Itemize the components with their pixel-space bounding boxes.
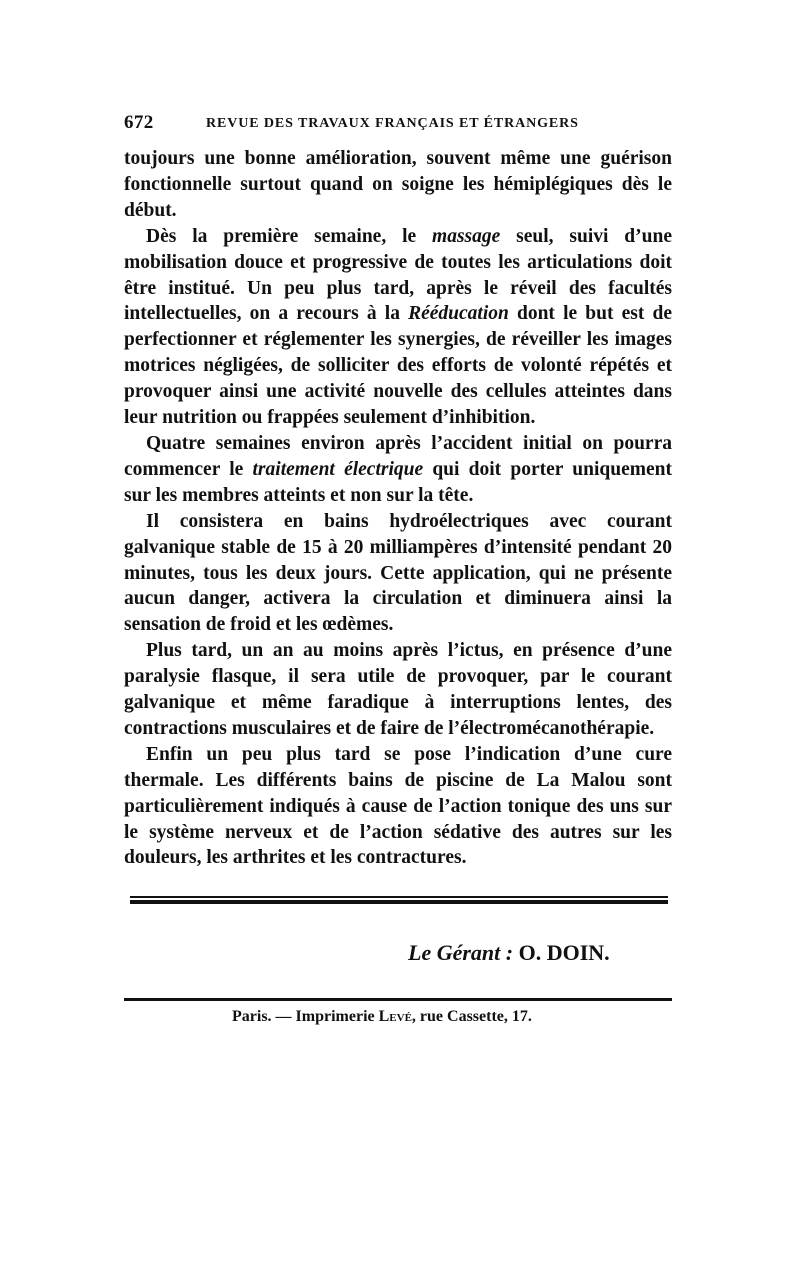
running-title: REVUE DES TRAVAUX FRANÇAIS ET ÉTRANGERS (206, 116, 579, 131)
paragraph-text: qui doit porter uniquement sur les membres atteints et non sur la tête. (124, 458, 672, 506)
imprint-line (232, 1008, 532, 1026)
paragraph-text: Il consistera en bains hydroélectriques avec courant galvanique stable de 15 à 20 milliampères d’intensité pendant 20 minutes, tous les deux jours. Cette application, qui ne présente aucun danger, activera la circulation et diminuera ainsi la sensation de froid et les œdèmes. (124, 510, 672, 636)
paragraph (124, 224, 672, 431)
signature (408, 940, 610, 966)
running-header (124, 112, 674, 138)
italic-term: traitement électrique (252, 458, 424, 480)
imprint-place: Paris. — Imprimerie (232, 1008, 379, 1025)
paragraph-text: dont le but est de perfectionner et réglementer les synergies, de réveiller les images motrices négligées, de solliciter des efforts de volonté répétés et provoquer ainsi une activité nouvelle des cellules atteintes dans leur nutrition ou frappées seulement d’inhibition. (124, 303, 672, 429)
body-text (124, 146, 672, 871)
signature-role: Le Gérant : (408, 940, 514, 965)
page-number: 672 (124, 112, 154, 133)
paragraph (124, 509, 672, 639)
italic-term: Rééducation (408, 303, 509, 325)
paragraph (124, 638, 672, 742)
paragraph (124, 431, 672, 509)
paragraph (124, 742, 672, 872)
paragraph-text: Plus tard, un an au moins après l’ictus, en présence d’une paralysie flasque, il sera utile de provoquer, par le courant galvanique et même faradique à interruptions lentes, des contractions musculaires et de faire de l’électromécanothérapie. (124, 640, 672, 739)
paragraph-text: Dès la première semaine, le (146, 225, 433, 247)
paragraph-text: toujours une bonne amélioration, souvent même une guérison fonctionnelle surtout quand on soigne les hémiplégiques dès le début. (124, 148, 672, 221)
imprint-printer: Levé (378, 1008, 412, 1025)
double-rule-divider (130, 896, 668, 904)
paragraph (124, 146, 672, 224)
signature-name: O. DOIN. (518, 940, 610, 965)
rule-divider (124, 998, 672, 1001)
paragraph-text: Enfin un peu plus tard se pose l’indication d’une cure thermale. Les différents bains de piscine de La Malou sont particulièrement indiqués à cause de l’action tonique des uns sur le système nerveux et de l’action sédative des autres sur les douleurs, les arthrites et les contractures. (124, 743, 672, 869)
italic-term: massage (432, 225, 501, 247)
paragraph-text: seul, suivi d’une mobilisation douce et progressive de toutes les articulations doit être institué. Un peu plus tard, après le réveil des facultés intellectuelles, on a recours à la (124, 225, 672, 325)
paragraph-text: Quatre semaines environ après l’accident initial on pourra commencer le (124, 432, 672, 480)
imprint-address: , rue Cassette, 17. (411, 1008, 532, 1025)
